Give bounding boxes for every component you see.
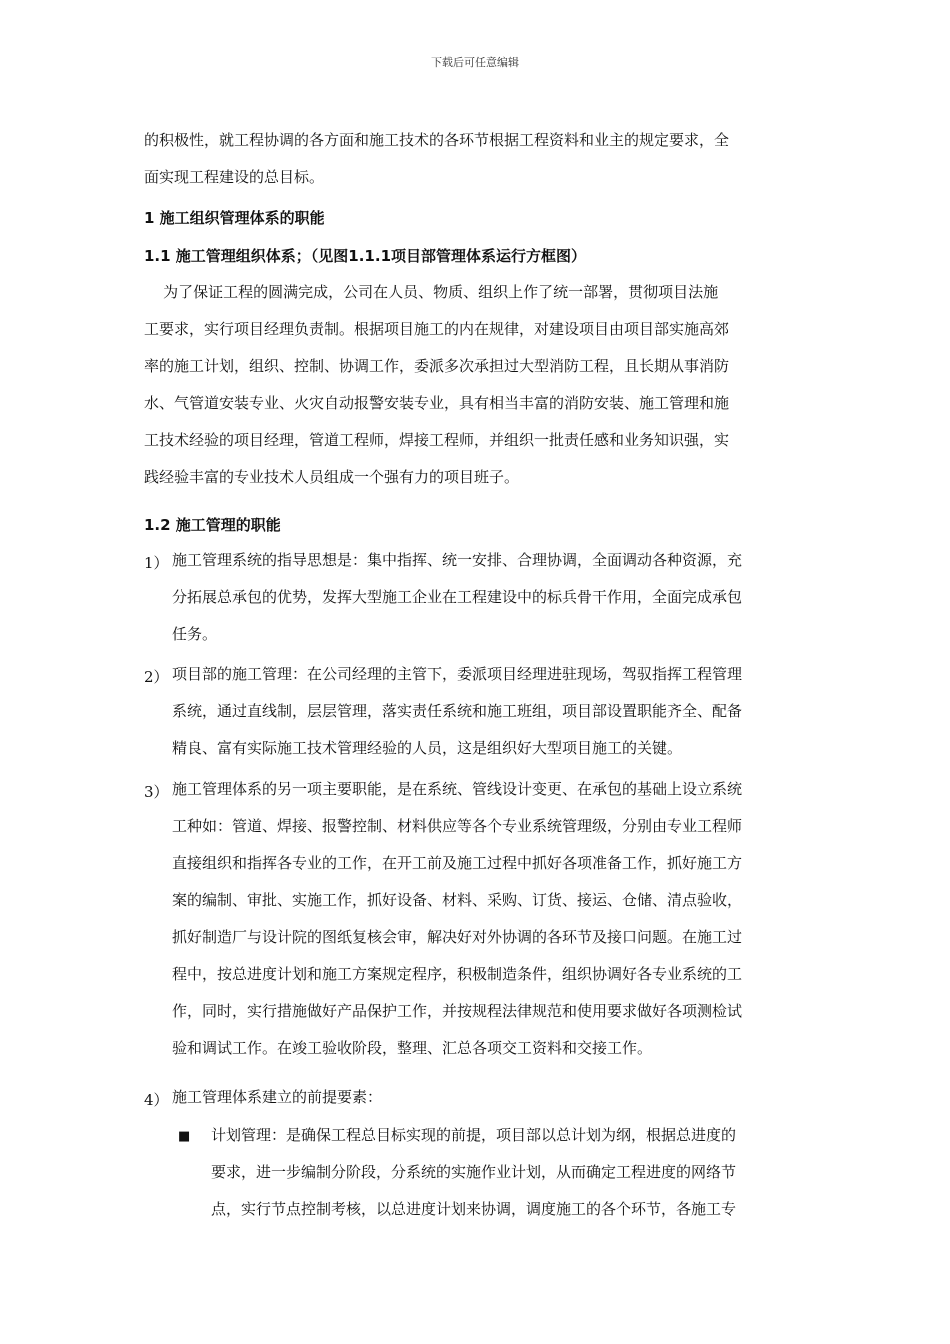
list-item-number: 1） [144, 554, 169, 572]
section-1-1-heading: 1.1 施工管理组织体系；（见图1.1.1项目部管理体系运行方框图） [144, 247, 587, 265]
paragraph-line: 为了保证工程的圆满完成，公司在人员、物质、组织上作了统一部署，贯彻项目法施 [144, 283, 719, 301]
list-item [172, 656, 808, 767]
paragraph-line: 的积极性，就工程协调的各方面和施工技术的各环节根据工程资料和业主的规定要求，全 [144, 131, 730, 149]
list-item [172, 542, 808, 653]
paragraph-line: 水、气管道安装专业、火灾自动报警安装专业，具有相当丰富的消防安装、施工管理和施 [144, 394, 730, 412]
list-item-line: 施工管理体系建立的前提要素： [172, 1088, 383, 1106]
list-item-line: 作，同时，实行措施做好产品保护工作，并按规程法律规范和使用要求做好各项测检试 [172, 1002, 743, 1020]
list-item-line: 案的编制、审批、实施工作，抓好设备、材料、采购、订货、接运、仓储、清点验收， [172, 891, 743, 909]
list-item-line: 精良、富有实际施工技术管理经验的人员，这是组织好大型项目施工的关键。 [172, 739, 683, 757]
list-item [172, 1079, 808, 1116]
list-item-line: 系统，通过直线制，层层管理，落实责任系统和施工班组，项目部设置职能齐全、配备 [172, 702, 743, 720]
section-1-heading: 1 施工组织管理体系的职能 [144, 209, 325, 227]
paragraph-line: 率的施工计划，组织、控制、协调工作，委派多次承担过大型消防工程，且长期从事消防 [144, 357, 730, 375]
paragraph-line: 工技术经验的项目经理，管道工程师，焊接工程师，并组织一批责任感和业务知识强，实 [144, 431, 730, 449]
paragraph-line: 面实现工程建设的总目标。 [144, 168, 325, 186]
list-item-line: 程中，按总进度计划和施工方案规定程序，积极制造条件，组织协调好各专业系统的工 [172, 965, 743, 983]
paragraph-line: 践经验丰富的专业技术人员组成一个强有力的项目班子。 [144, 468, 520, 486]
bullet-square-icon: ■ [178, 1129, 191, 1144]
list-item-line: 验和调试工作。在竣工验收阶段，整理、汇总各项交工资料和交接工作。 [172, 1039, 653, 1057]
bullet-item-line: 点，实行节点控制考核，以总进度计划来协调，调度施工的各个环节，各施工专 [211, 1200, 737, 1218]
list-item [172, 771, 808, 1067]
list-item-line: 施工管理体系的另一项主要职能，是在系统、管线设计变更、在承包的基础上设立系统 [172, 780, 743, 798]
list-item-line: 任务。 [172, 625, 218, 643]
bullet-item [211, 1117, 809, 1228]
list-item-line: 抓好制造厂与设计院的图纸复核会审，解决好对外协调的各环节及接口问题。在施工过 [172, 928, 743, 946]
section-1-1-paragraph [144, 274, 808, 496]
list-item-line: 直接组织和指挥各专业的工作，在开工前及施工过程中抓好各项准备工作，抓好施工方 [172, 854, 743, 872]
list-item-number: 3） [144, 783, 169, 801]
list-item-line: 工种如：管道、焊接、报警控制、材料供应等各个专业系统管理级，分别由专业工程师 [172, 817, 743, 835]
intro-paragraph [144, 122, 808, 196]
list-item-number: 2） [144, 668, 169, 686]
paragraph-line: 工要求，实行项目经理负责制。根据项目施工的内在规律，对建设项目由项目部实施高郊 [144, 320, 730, 338]
list-item-line: 项目部的施工管理：在公司经理的主管下，委派项目经理进驻现场，驾驭指挥工程管理 [172, 665, 743, 683]
list-item-line: 分拓展总承包的优势，发挥大型施工企业在工程建设中的标兵骨干作用，全面完成承包 [172, 588, 743, 606]
list-item-number: 4） [144, 1091, 169, 1109]
bullet-item-line: 要求，进一步编制分阶段，分系统的实施作业计划，从而确定工程进度的网络节 [211, 1163, 737, 1181]
section-1-2-heading: 1.2 施工管理的职能 [144, 516, 281, 534]
list-item-line: 施工管理系统的指导思想是：集中指挥、统一安排、合理协调，全面调动各种资源，充 [172, 551, 743, 569]
page-header: 下载后可任意编辑 [431, 56, 519, 69]
bullet-item-line: 计划管理：是确保工程总目标实现的前提，项目部以总计划为纲，根据总进度的 [211, 1126, 737, 1144]
